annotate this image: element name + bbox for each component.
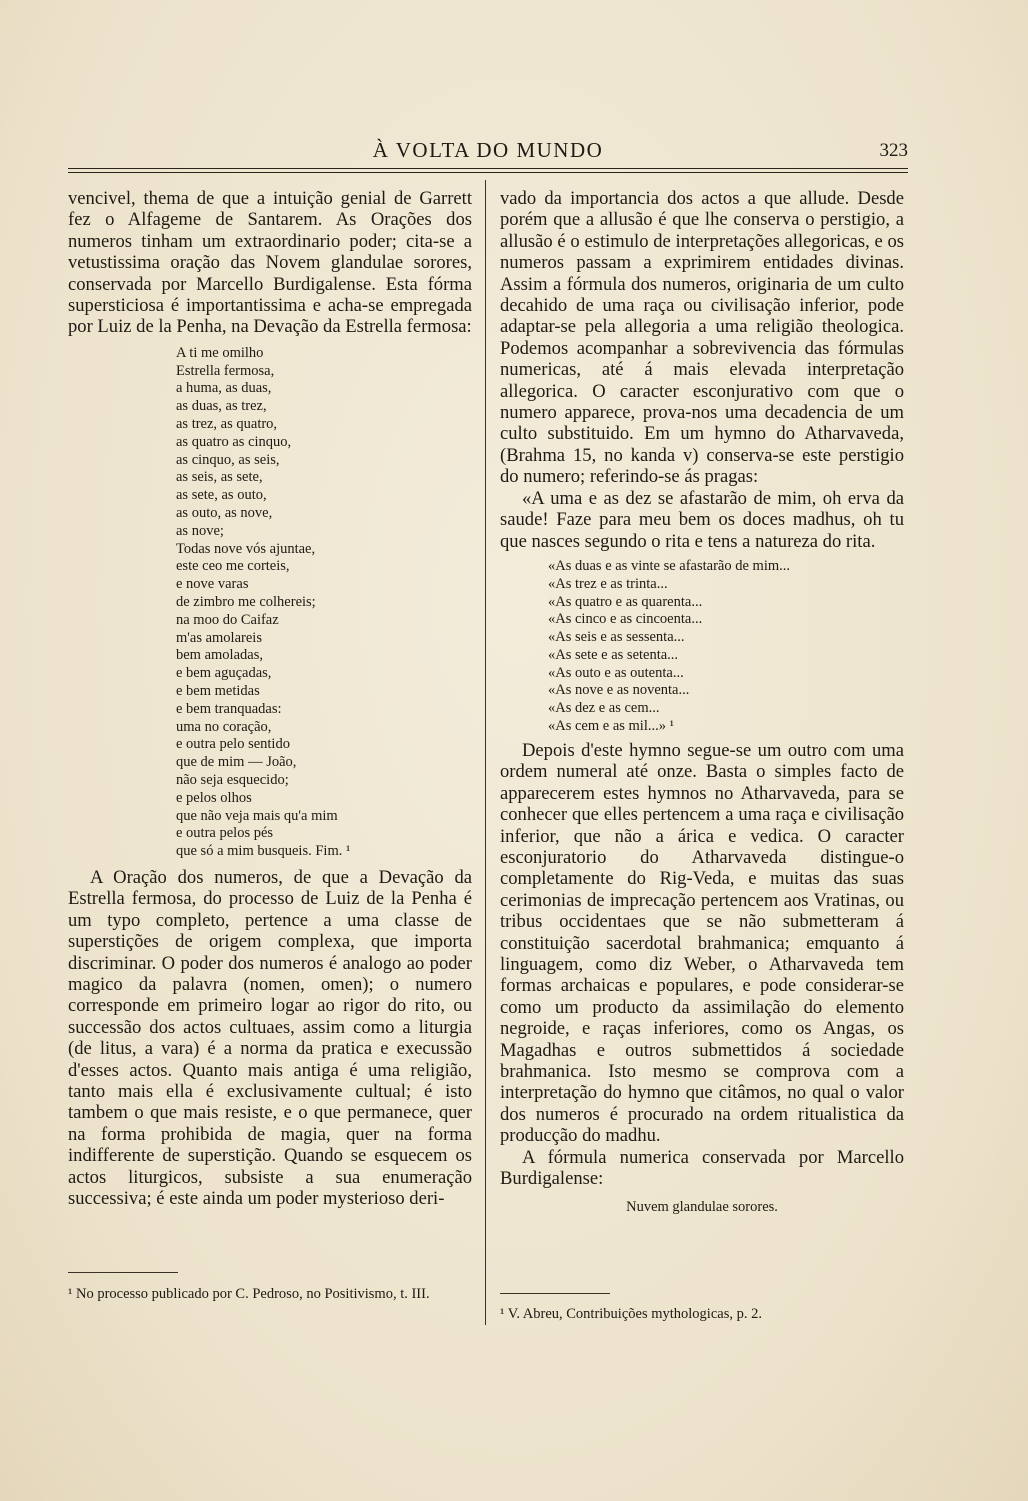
verse-line: as outo, as nove, <box>176 505 273 522</box>
hymn-line: «As sete e as setenta... <box>548 646 679 663</box>
verse-line: e outra pelos pés <box>176 825 274 842</box>
devacao-verse <box>176 345 472 861</box>
right-column <box>500 188 904 1219</box>
hymn-line: «As seis e as sessenta... <box>548 629 685 646</box>
hymn-line: «As quatro e as quarenta... <box>548 593 703 610</box>
right-paragraph-3: Depois d'este hymno segue-se um outro com uma ordem numeral até onze. Basta o simples facto de apparecerem estes hymnos no Atharvaveda, para se conhecer que elles pertencem a uma raça e civilisação inferior, que não a árica e vedica. O caracter esconjuratorio do Atharvaveda distingue-o completamente do Rig-Veda, e muitas das suas cerimonias de imprecação pertencem aos Vratinas, ou tribus occidentaes que se não submetteram á constituição sacerdotal brahmanica; emquanto á linguagem, como diz Weber, o Atharvaveda tem formas archaicas e populares, e pode considerar-se como um producto da assimilação do elemento negroide, e raças inferiores, como os Angas, os Magadhas e outros submettidos á sociedade brahmanica. Isto mesmo se comprova com a interpretação do hymno que citâmos, no qual o valor dos numeros é procurado na ordem ritualistica da producção do madhu. <box>500 739 904 1147</box>
verse-line: as duas, as trez, <box>176 398 267 415</box>
right-paragraph-4: A fórmula numerica conservada por Marcello Burdigalense: <box>500 1146 904 1189</box>
hymn-line: «As outo e as outenta... <box>548 664 684 681</box>
left-footnote-rule <box>68 1272 178 1273</box>
column-divider <box>485 180 486 1325</box>
verse-line: e bem metidas <box>176 682 260 699</box>
running-head <box>68 138 908 168</box>
verse-line: que não veja mais qu'a mim <box>176 807 338 824</box>
formula-line: Nuvem glandulae sorores. <box>626 1199 778 1216</box>
left-paragraph-2: A Oração dos numeros, de que a Devação da Estrella fermosa, do processo de Luiz de la Penha é um typo completo, pertence a uma classe de superstições de origem complexa, que importa discriminar. O poder dos numeros é analogo ao poder magico da palavra (nomen, omen); o numero corresponde em primeiro logar ao rigor do rito, ou successão dos actos cultuaes, assim como a liturgia (de litus, a vara) é a norma da pratica e execussão d'esses actos. Quanto mais antiga é uma religião, tanto mais ella é exclusivamente cultual; é isto tambem o que mais resiste, e o que permanece, quer na forma prohibida de magia, quer na forma indifferente de superstição. Quando se esquecem os actos liturgicos, subsiste a sua enumeração successiva; é este ainda um poder mysterioso deri- <box>68 866 472 1210</box>
hymn-line: «As nove e as noventa... <box>548 682 690 699</box>
verse-line: as nove; <box>176 522 224 539</box>
verse-line: que só a mim busqueis. Fim. ¹ <box>176 843 351 860</box>
verse-line: e bem tranquadas: <box>176 700 282 717</box>
verse-line: na moo do Caifaz <box>176 611 279 628</box>
verse-line: A ti me omilho <box>176 344 264 361</box>
verse-line: as seis, as sete, <box>176 469 263 486</box>
header-rule-top <box>68 168 908 169</box>
verse-line: m'as amolareis <box>176 629 262 646</box>
verse-line: bem amoladas, <box>176 647 263 664</box>
page-number: 323 <box>879 140 908 161</box>
verse-line: e nove varas <box>176 576 249 593</box>
atharvaveda-hymn <box>548 558 904 736</box>
verse-line: as cinquo, as seis, <box>176 451 280 468</box>
hymn-line: «As cem e as mil...» ¹ <box>548 718 674 735</box>
verse-line: este ceo me corteis, <box>176 558 290 575</box>
verse-line: as quatro as cinquo, <box>176 433 292 450</box>
verse-line: não seja esquecido; <box>176 771 289 788</box>
right-footnote: ¹ V. Abreu, Contribuições mythologicas, p. 2. <box>500 1306 762 1322</box>
running-title: À VOLTA DO MUNDO <box>372 138 604 162</box>
verse-line: e bem aguçadas, <box>176 665 272 682</box>
hymn-line: «As trez e as trinta... <box>548 575 668 592</box>
verse-line: uma no coração, <box>176 718 272 735</box>
verse-line: as trez, as quatro, <box>176 416 278 433</box>
hymn-line: «As dez e as cem... <box>548 700 660 717</box>
verse-line: Estrella fermosa, <box>176 362 275 379</box>
verse-line: a huma, as duas, <box>176 380 272 397</box>
right-paragraph-1: vado da importancia dos actos a que allude. Desde porém que a allusão é que lhe conserva o perstigio, a allusão é o estimulo de interpretações allegoricas, e os numeros passam a exprimirem entidades divinas. Assim a fórmula dos numeros, originaria de um culto decahido de uma raça ou civilisação inferior, pode adaptar-se pela allegoria a uma religião theologica. Podemos acompanhar a sobrevivencia das fórmulas numericas, até á mais elevada interpretação allegorica. O caracter esconjurativo com que o numero apparece, prova-nos uma decadencia de um culto substituido. Em um hymno do Atharvaveda, (Brahma 15, no kanda v) conserva-se este perstigio do numero; referindo-se ás pragas: <box>500 188 904 488</box>
verse-line: de zimbro me colhereis; <box>176 594 316 610</box>
verse-line: e outra pelo sentido <box>176 736 290 753</box>
right-paragraph-2: «A uma e as dez se afastarão de mim, oh erva da saude! Faze para meu bem os doces madhus, oh tu que nasces segundo o rita e tens a natureza do rita. <box>500 487 904 552</box>
verse-line: que de mim — João, <box>176 754 297 771</box>
left-footnote: ¹ No processo publicado por C. Pedroso, no Positivismo, t. III. <box>68 1286 430 1302</box>
header-rule-bottom <box>68 172 908 173</box>
left-column <box>68 188 472 1209</box>
hymn-line: «As duas e as vinte se afastarão de mim... <box>548 557 790 574</box>
verse-line: e pelos olhos <box>176 789 252 806</box>
left-paragraph-1: vencivel, thema de que a intuição genial de Garrett fez o Alfageme de Santarem. As Orações dos numeros tinham um extraordinario poder; cita-se a vetustissima oração das Novem glandulae sorores, conservada por Marcello Burdigalense. Esta fórma supersticiosa é importantissima e acha-se empregada por Luiz de la Penha, na Devação da Estrella fermosa: <box>68 188 472 338</box>
verse-line: as sete, as outo, <box>176 487 267 504</box>
hymn-line: «As cinco e as cincoenta... <box>548 611 703 628</box>
verse-line: Todas nove vós ajuntae, <box>176 540 316 557</box>
right-footnote-rule <box>500 1293 610 1294</box>
